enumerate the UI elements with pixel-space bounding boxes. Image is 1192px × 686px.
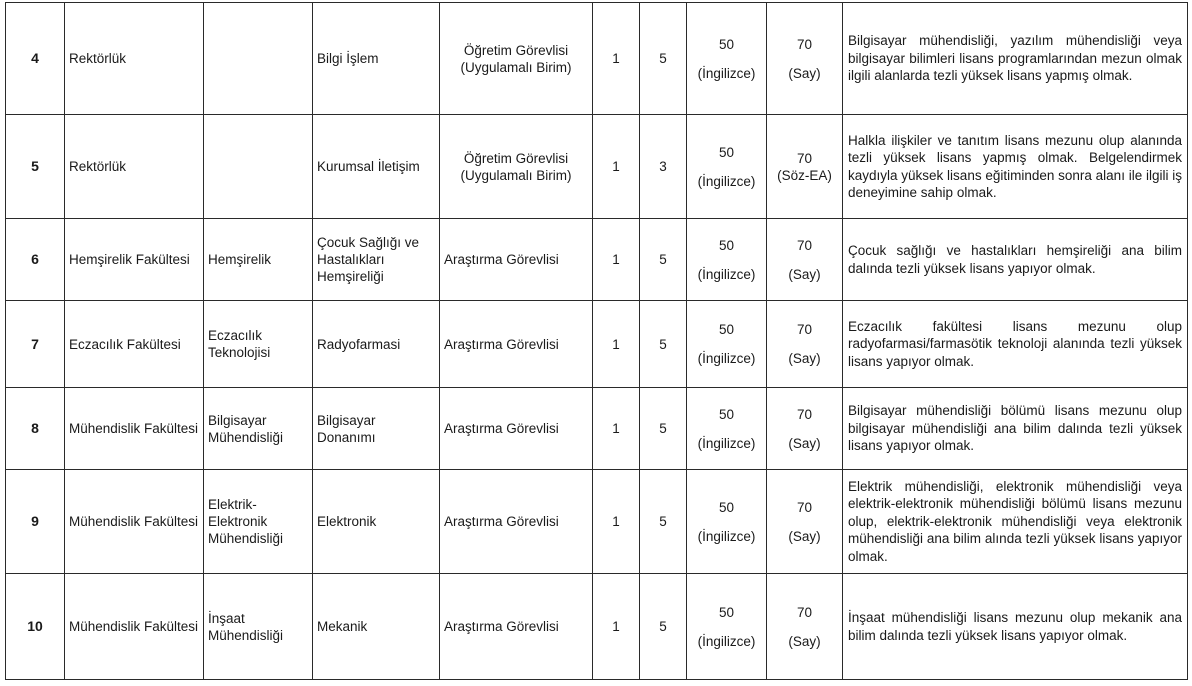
table-row [6, 574, 1188, 680]
title-cell: Araştırma Görevlisi [440, 388, 593, 470]
ales-score: 70 [796, 604, 813, 620]
conditions-cell: Elektrik mühendisliği, elektronik mühendisliği veya elektrik-elektronik mühendisliği bölümü lisans mezunu olup, elektrik-elektronik mühendisliği veya elektronik mühendisliği ana bilim alında tezli yüksek lisans yapıyor olmak. [843, 470, 1188, 574]
degree-cell: 5 [640, 219, 687, 301]
ales-score: 70 [796, 406, 813, 422]
table-row [6, 219, 1188, 301]
language-score: 50 [718, 499, 735, 515]
department-cell: Hemşirelik [204, 219, 313, 301]
count-cell: 1 [593, 3, 640, 115]
ales-cell [767, 3, 843, 115]
language-cell [687, 470, 767, 574]
ales-type: (Say) [788, 633, 821, 649]
division-cell: Çocuk Sağlığı ve Hastalıkları Hemşireliği [313, 219, 440, 301]
row-number: 10 [6, 574, 65, 680]
language-name: (İngilizce) [697, 65, 756, 81]
row-number: 4 [6, 3, 65, 115]
row-number: 6 [6, 219, 65, 301]
language-name: (İngilizce) [697, 351, 756, 366]
conditions-cell: Bilgisayar mühendisliği, yazılım mühendisliği veya bilgisayar bilimleri lisans programlarından mezun olmak ilgili alanlarda tezli yüksek lisans yapmış olmak. [843, 3, 1188, 115]
language-score: 50 [718, 322, 735, 337]
ales-type: (Say) [788, 266, 821, 282]
positions-table [5, 2, 1188, 680]
division-cell: Bilgi İşlem [313, 3, 440, 115]
unit-cell: Rektörlük [65, 115, 204, 219]
language-score: 50 [718, 144, 735, 160]
ales-score: 70 [796, 237, 813, 253]
ales-type: (Say) [788, 528, 821, 544]
table-row [6, 470, 1188, 574]
title-cell: Araştırma Görevlisi [440, 301, 593, 388]
conditions-cell: Bilgisayar mühendisliği bölümü lisans mezunu olup bilgisayar mühendisliği ana bilim dalında tezli yüksek lisans yapıyor olmak. [843, 388, 1188, 470]
language-cell [687, 219, 767, 301]
table-row [6, 115, 1188, 219]
unit-cell: Rektörlük [65, 3, 204, 115]
language-name: (İngilizce) [697, 266, 756, 282]
unit-cell: Mühendislik Fakültesi [65, 470, 204, 574]
row-number: 8 [6, 388, 65, 470]
department-cell [204, 115, 313, 219]
title-cell: Araştırma Görevlisi [440, 574, 593, 680]
department-cell: Eczacılık Teknolojisi [204, 301, 313, 388]
division-cell: Kurumsal İletişim [313, 115, 440, 219]
ales-score: 70 [796, 150, 813, 166]
language-cell [687, 574, 767, 680]
count-cell: 1 [593, 301, 640, 388]
degree-cell: 3 [640, 115, 687, 219]
table-row [6, 3, 1188, 115]
count-cell: 1 [593, 219, 640, 301]
title-cell: Araştırma Görevlisi [440, 219, 593, 301]
language-score: 50 [718, 604, 735, 620]
ales-score: 70 [796, 36, 813, 52]
degree-cell: 5 [640, 3, 687, 115]
ales-score: 70 [796, 322, 813, 337]
unit-cell: Mühendislik Fakültesi [65, 574, 204, 680]
division-cell: Elektronik [313, 470, 440, 574]
ales-cell [767, 388, 843, 470]
department-cell: İnşaat Mühendisliği [204, 574, 313, 680]
unit-cell: Eczacılık Fakültesi [65, 301, 204, 388]
language-cell [687, 301, 767, 388]
ales-cell [767, 574, 843, 680]
degree-cell: 5 [640, 301, 687, 388]
language-score: 50 [718, 237, 735, 253]
ales-type: (Say) [788, 435, 821, 451]
department-cell: Bilgisayar Mühendisliği [204, 388, 313, 470]
language-name: (İngilizce) [697, 528, 756, 544]
ales-type: (Söz-EA) [777, 167, 832, 183]
division-cell: Mekanik [313, 574, 440, 680]
ales-cell [767, 470, 843, 574]
row-number: 9 [6, 470, 65, 574]
conditions-cell: Çocuk sağlığı ve hastalıkları hemşireliği ana bilim dalında tezli yüksek lisans yapıyor olmak. [843, 219, 1188, 301]
language-cell [687, 115, 767, 219]
language-cell [687, 388, 767, 470]
count-cell: 1 [593, 388, 640, 470]
positions-table-body [6, 3, 1188, 680]
conditions-cell: Eczacılık fakültesi lisans mezunu olup radyofarmasi/farmasötik teknoloji alanında tezli yüksek lisans yapıyor olmak. [843, 301, 1188, 388]
title-cell: Öğretim Görevlisi (Uygulamalı Birim) [440, 115, 593, 219]
department-cell [204, 3, 313, 115]
language-cell [687, 3, 767, 115]
conditions-cell: İnşaat mühendisliği lisans mezunu olup mekanik ana bilim dalında tezli yüksek lisans yapıyor olmak. [843, 574, 1188, 680]
title-cell: Öğretim Görevlisi (Uygulamalı Birim) [440, 3, 593, 115]
count-cell: 1 [593, 115, 640, 219]
degree-cell: 5 [640, 388, 687, 470]
language-name: (İngilizce) [697, 173, 756, 189]
division-cell: Bilgisayar Donanımı [313, 388, 440, 470]
row-number: 7 [6, 301, 65, 388]
department-cell: Elektrik-Elektronik Mühendisliği [204, 470, 313, 574]
title-cell: Araştırma Görevlisi [440, 470, 593, 574]
division-cell: Radyofarmasi [313, 301, 440, 388]
ales-score: 70 [796, 499, 813, 515]
language-score: 50 [718, 406, 735, 422]
ales-cell [767, 301, 843, 388]
degree-cell: 5 [640, 574, 687, 680]
language-name: (İngilizce) [697, 435, 756, 451]
ales-type: (Say) [788, 351, 821, 366]
table-row [6, 388, 1188, 470]
table-row [6, 301, 1188, 388]
count-cell: 1 [593, 574, 640, 680]
ales-cell [767, 219, 843, 301]
count-cell: 1 [593, 470, 640, 574]
unit-cell: Mühendislik Fakültesi [65, 388, 204, 470]
degree-cell: 5 [640, 470, 687, 574]
ales-type: (Say) [788, 65, 821, 81]
ales-cell [767, 115, 843, 219]
language-name: (İngilizce) [697, 633, 756, 649]
unit-cell: Hemşirelik Fakültesi [65, 219, 204, 301]
language-score: 50 [718, 36, 735, 52]
conditions-cell: Halkla ilişkiler ve tanıtım lisans mezunu olup alanında tezli yüksek lisans yapmış olmak. Belgelendirmek kaydıyla yüksek lisans eğitiminden sonra alanı ile ilgili iş deneyimine sahip olmak. [843, 115, 1188, 219]
row-number: 5 [6, 115, 65, 219]
